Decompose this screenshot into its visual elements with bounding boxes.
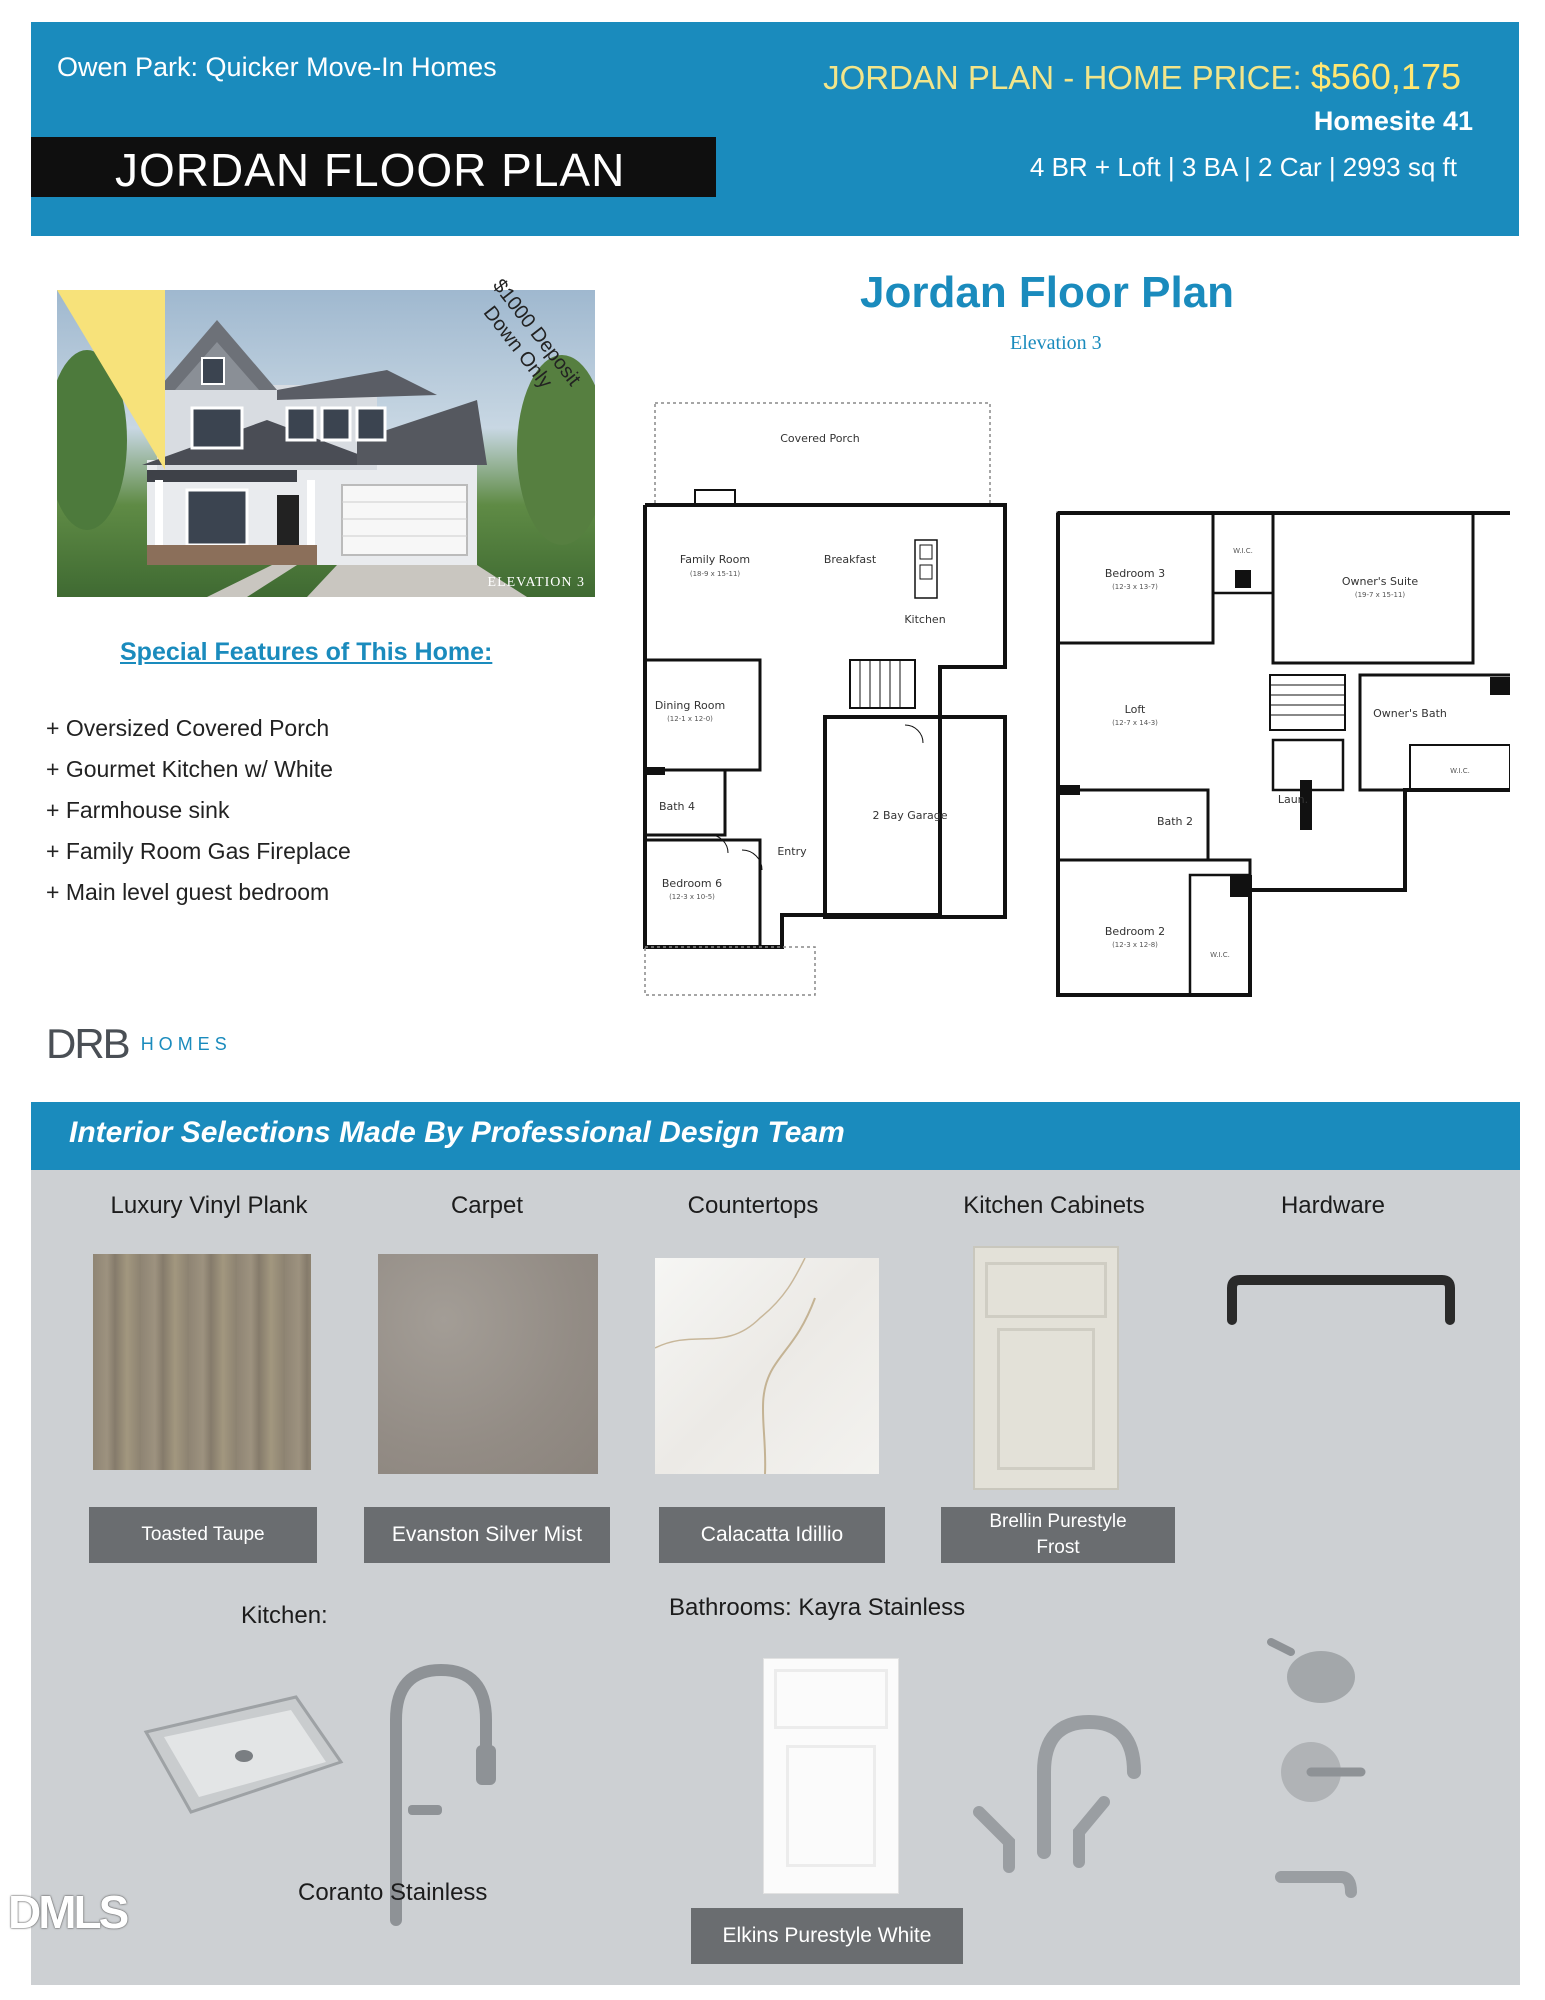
bath-cabinet-choice: Elkins Purestyle White xyxy=(691,1908,963,1964)
feature-item: + Family Room Gas Fireplace xyxy=(46,838,351,864)
deposit-badge-text: $1000 Deposit Down Only xyxy=(478,275,585,393)
home-price: $560,175 xyxy=(1310,56,1461,97)
floor-plan-subtitle: Elevation 3 xyxy=(1010,332,1102,354)
vinyl-choice: Toasted Taupe xyxy=(89,1507,317,1563)
room-family-room: Family Room xyxy=(679,553,751,566)
room-loft: Loft xyxy=(1124,703,1146,716)
header-banner xyxy=(31,22,1519,236)
kitchen-label: Kitchen: xyxy=(241,1602,328,1629)
kitchen-sink-icon xyxy=(136,1692,346,1832)
category-carpet: Carpet xyxy=(450,1192,524,1219)
page-title: JORDAN FLOOR PLAN xyxy=(115,144,626,196)
home-specs: 4 BR + Loft | 3 BA | 2 Car | 2993 sq ft xyxy=(1029,152,1457,182)
category-cabinets: Kitchen Cabinets xyxy=(963,1192,1145,1219)
room-bedroom6-dim: (12-3 x 10-5) xyxy=(669,893,715,901)
features-title[interactable]: Special Features of This Home: xyxy=(120,638,493,666)
room-family-room-dim: (18-9 x 15-11) xyxy=(689,570,741,578)
bathrooms-label: Bathrooms: Kayra Stainless xyxy=(669,1594,966,1621)
cabinet-choice: Brellin Purestyle Frost xyxy=(941,1507,1175,1563)
room-loft-dim: (12-7 x 14-3) xyxy=(1112,719,1158,727)
carpet-swatch xyxy=(378,1254,598,1474)
room-garage: 2 Bay Garage xyxy=(872,809,948,822)
hardware-pull-icon xyxy=(1226,1272,1456,1332)
homesite-number: Homesite 41 xyxy=(1313,106,1473,136)
room-owners-suite-dim: (19-7 x 15-11) xyxy=(1354,591,1406,599)
vinyl-swatch xyxy=(93,1254,311,1470)
feature-item: + Farmhouse sink xyxy=(46,797,230,823)
feature-item: + Gourmet Kitchen w/ White xyxy=(46,756,333,782)
room-owners-suite: Owner's Suite xyxy=(1341,575,1419,588)
floor-plan-drawing xyxy=(610,395,1510,1010)
shower-set-icon xyxy=(1261,1622,1401,1932)
price-label: JORDAN PLAN - HOME PRICE: xyxy=(823,59,1302,96)
elevation-caption: ELEVATION 3 xyxy=(487,575,585,590)
deposit-badge-ribbon xyxy=(57,290,165,470)
room-wic-bottom: W.I.C. xyxy=(1210,951,1230,959)
room-owners-bath: Owner's Bath xyxy=(1373,707,1447,720)
countertop-choice: Calacatta Idillio xyxy=(659,1507,885,1563)
bath-cabinet-swatch xyxy=(763,1658,899,1894)
drb-homes-logo xyxy=(46,1020,232,1067)
features-list xyxy=(46,708,351,913)
price-line xyxy=(823,56,1461,98)
room-kitchen: Kitchen xyxy=(904,613,946,626)
selections-heading: Interior Selections Made By Professional Design Team xyxy=(69,1116,845,1149)
room-bath2: Bath 2 xyxy=(1156,815,1194,828)
category-countertops: Countertops xyxy=(687,1192,819,1219)
room-breakfast: Breakfast xyxy=(823,553,877,566)
category-hardware: Hardware xyxy=(1280,1192,1386,1219)
room-bedroom6: Bedroom 6 xyxy=(661,877,723,890)
carpet-choice: Evanston Silver Mist xyxy=(364,1507,610,1563)
countertop-swatch xyxy=(655,1258,879,1474)
title-bar xyxy=(31,137,716,197)
room-dining: Dining Room xyxy=(654,699,726,712)
community-name: Owen Park: Quicker Move-In Homes xyxy=(57,52,497,82)
room-bedroom2: Bedroom 2 xyxy=(1104,925,1166,938)
room-bedroom3-dim: (12-3 x 13-7) xyxy=(1112,583,1158,591)
mls-watermark: DMLS xyxy=(8,1886,127,1938)
room-covered-porch: Covered Porch xyxy=(780,432,860,445)
bath-faucet-icon xyxy=(949,1692,1189,1882)
room-dining-dim: (12-1 x 12-0) xyxy=(667,715,713,723)
kitchen-cabinet-swatch xyxy=(973,1246,1119,1490)
feature-item: + Oversized Covered Porch xyxy=(46,715,330,741)
room-laundry: Laun. xyxy=(1277,793,1309,806)
feature-item: + Main level guest bedroom xyxy=(46,879,330,905)
selections-panel xyxy=(31,1102,1520,1985)
floor-plan-title: Jordan Floor Plan xyxy=(860,268,1235,317)
logo-word: HOMES xyxy=(140,1033,232,1054)
room-bedroom2-dim: (12-3 x 12-8) xyxy=(1112,941,1158,949)
room-entry: Entry xyxy=(777,845,807,858)
logo-mark: DRB xyxy=(46,1020,129,1067)
room-bedroom3: Bedroom 3 xyxy=(1104,567,1166,580)
category-vinyl: Luxury Vinyl Plank xyxy=(110,1192,308,1219)
room-owners-wic: W.I.C. xyxy=(1450,767,1470,775)
kitchen-faucet-name: Coranto Stainless xyxy=(298,1879,488,1906)
selections-heading-bar xyxy=(31,1102,1520,1170)
room-bath4: Bath 4 xyxy=(658,800,696,813)
room-wic-top: W.I.C. xyxy=(1233,547,1253,555)
